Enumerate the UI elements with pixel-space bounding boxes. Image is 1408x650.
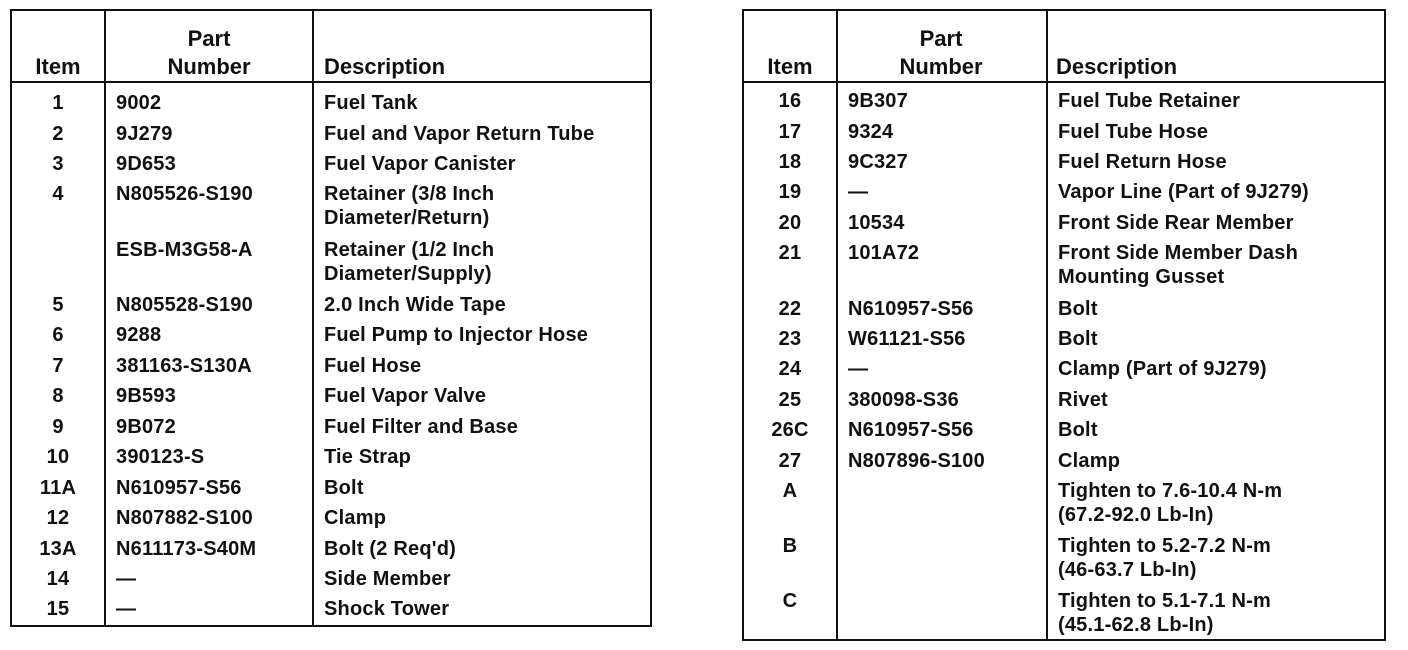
part-number: 9D653	[116, 153, 176, 175]
item-number: 1	[52, 92, 64, 114]
part-number: 380098-S36	[848, 389, 959, 411]
description-line: Vapor Line (Part of 9J279)	[1058, 181, 1309, 203]
column-divider	[1046, 11, 1048, 639]
description-line: Front Side Rear Member	[1058, 212, 1294, 234]
column-divider	[104, 11, 106, 625]
description-line: Front Side Member Dash	[1058, 242, 1298, 264]
description-line: Bolt	[1058, 419, 1098, 441]
item-number: 20	[778, 212, 802, 234]
item-number: B	[782, 535, 798, 557]
description-line: Fuel Tube Hose	[1058, 121, 1209, 143]
description	[324, 152, 516, 176]
description	[324, 238, 494, 286]
description-line: Fuel Pump to Injector Hose	[324, 324, 589, 346]
description-line: Rivet	[1058, 389, 1108, 411]
item-number: C	[782, 590, 798, 612]
description-line: Side Member	[324, 568, 451, 590]
part-number: 9288	[116, 324, 162, 346]
part-number: N611173-S40M	[116, 538, 257, 560]
description-line: Mounting Gusset	[1058, 266, 1225, 288]
item-number: 13A	[39, 538, 77, 560]
description	[1058, 589, 1271, 637]
description	[324, 182, 494, 230]
parts-table-left	[10, 9, 652, 627]
part-number: 9J279	[116, 123, 173, 145]
item-number: 27	[778, 450, 802, 472]
description	[1058, 388, 1108, 412]
description	[1058, 211, 1294, 235]
item-number: 25	[778, 389, 802, 411]
item-number: 16	[778, 90, 802, 112]
part-number: N805526-S190	[116, 183, 253, 205]
item-number: 2	[52, 123, 64, 145]
part-number: —	[116, 568, 137, 590]
description	[1058, 479, 1282, 527]
item-number: 22	[778, 298, 802, 320]
item-number: 5	[52, 294, 64, 316]
description	[324, 597, 449, 621]
description	[324, 354, 421, 378]
item-number: 15	[46, 598, 70, 620]
description-line: Tighten to 5.2-7.2 N-m	[1058, 535, 1271, 557]
description-line: Tighten to 7.6-10.4 N-m	[1058, 480, 1283, 502]
description-line: Bolt	[1058, 298, 1098, 320]
description	[1058, 327, 1098, 351]
description	[1058, 120, 1208, 144]
column-divider	[836, 11, 838, 639]
description-line: Fuel Hose	[324, 355, 422, 377]
part-number: 9C327	[848, 151, 908, 173]
item-number: 12	[46, 507, 70, 529]
description-line: Fuel Vapor Valve	[324, 385, 487, 407]
description	[1058, 150, 1227, 174]
description	[324, 567, 451, 591]
part-number: 9324	[848, 121, 894, 143]
part-number: N805528-S190	[116, 294, 253, 316]
part-number: N807882-S100	[116, 507, 253, 529]
item-number: 18	[778, 151, 802, 173]
header-part-number: Part Number	[899, 26, 983, 79]
description	[1058, 241, 1298, 289]
parts-table-right	[742, 9, 1386, 641]
item-number: 7	[52, 355, 64, 377]
item-number: 8	[52, 385, 64, 407]
column-divider	[312, 11, 314, 625]
description	[324, 384, 486, 408]
item-number: 11A	[39, 477, 77, 499]
description-line: Clamp (Part of 9J279)	[1058, 358, 1267, 380]
part-number: W61121-S56	[848, 328, 966, 350]
description	[324, 506, 386, 530]
description-line: (45.1-62.8 Lb-In)	[1058, 614, 1214, 636]
item-number: 4	[52, 183, 64, 205]
part-number: —	[848, 181, 869, 203]
description	[324, 537, 456, 561]
description-line: (46-63.7 Lb-In)	[1058, 559, 1197, 581]
part-number: —	[848, 358, 869, 380]
part-number: 10534	[848, 212, 905, 234]
table-header	[12, 11, 650, 83]
description-line: Diameter/Return)	[324, 207, 490, 229]
part-number: N610957-S56	[848, 419, 974, 441]
description-line: Tighten to 5.1-7.1 N-m	[1058, 590, 1271, 612]
item-number: 9	[52, 416, 64, 438]
description	[324, 91, 418, 115]
description	[324, 323, 588, 347]
header-description: Description	[1056, 54, 1178, 79]
part-number: 9002	[116, 92, 162, 114]
description	[1058, 418, 1098, 442]
description	[324, 415, 518, 439]
description-line: Clamp	[1058, 450, 1121, 472]
description	[1058, 357, 1267, 381]
part-number: 390123-S	[116, 446, 205, 468]
description	[324, 122, 594, 146]
part-number: 101A72	[848, 242, 920, 264]
item-number: 24	[778, 358, 802, 380]
table-header	[744, 11, 1384, 83]
description-line: Fuel Filter and Base	[324, 416, 519, 438]
description-line: Fuel Return Hose	[1058, 151, 1227, 173]
item-number: 10	[46, 446, 70, 468]
part-number: 9B072	[116, 416, 176, 438]
description-line: (67.2-92.0 Lb-In)	[1058, 504, 1214, 526]
description-line: Bolt (2 Req'd)	[324, 538, 456, 560]
part-number: N610957-S56	[848, 298, 974, 320]
description-line: Shock Tower	[324, 598, 450, 620]
part-number: ESB-M3G58-A	[116, 239, 253, 261]
part-number: 381163-S130A	[116, 355, 252, 377]
description-line: Retainer (3/8 Inch	[324, 183, 495, 205]
description-line: Retainer (1/2 Inch	[324, 239, 495, 261]
item-number: 26C	[771, 419, 809, 441]
header-item: Item	[767, 54, 813, 79]
description	[1058, 180, 1309, 204]
description-line: Fuel Tank	[324, 92, 418, 114]
header-item: Item	[35, 54, 81, 79]
description	[1058, 89, 1240, 113]
description	[324, 476, 364, 500]
description	[1058, 534, 1271, 582]
header-part-number: Part Number	[167, 26, 251, 79]
part-number: 9B307	[848, 90, 908, 112]
description-line: Clamp	[324, 507, 387, 529]
description-line: Tie Strap	[324, 446, 412, 468]
part-number: 9B593	[116, 385, 176, 407]
item-number: 6	[52, 324, 64, 346]
item-number: 21	[778, 242, 802, 264]
description-line: Bolt	[1058, 328, 1098, 350]
description	[324, 293, 506, 317]
item-number: A	[782, 480, 798, 502]
item-number: 3	[52, 153, 64, 175]
item-number: 19	[778, 181, 802, 203]
description-line: 2.0 Inch Wide Tape	[324, 294, 506, 316]
item-number: 23	[778, 328, 802, 350]
description-line: Fuel Tube Retainer	[1058, 90, 1241, 112]
description	[324, 445, 411, 469]
item-number: 14	[46, 568, 70, 590]
description-line: Fuel Vapor Canister	[324, 153, 516, 175]
description-line: Diameter/Supply)	[324, 263, 492, 285]
part-number: N807896-S100	[848, 450, 985, 472]
description-line: Fuel and Vapor Return Tube	[324, 123, 595, 145]
part-number: N610957-S56	[116, 477, 242, 499]
item-number: 17	[778, 121, 802, 143]
header-description: Description	[324, 54, 446, 79]
description	[1058, 297, 1098, 321]
description-line: Bolt	[324, 477, 364, 499]
description	[1058, 449, 1120, 473]
part-number: —	[116, 598, 137, 620]
